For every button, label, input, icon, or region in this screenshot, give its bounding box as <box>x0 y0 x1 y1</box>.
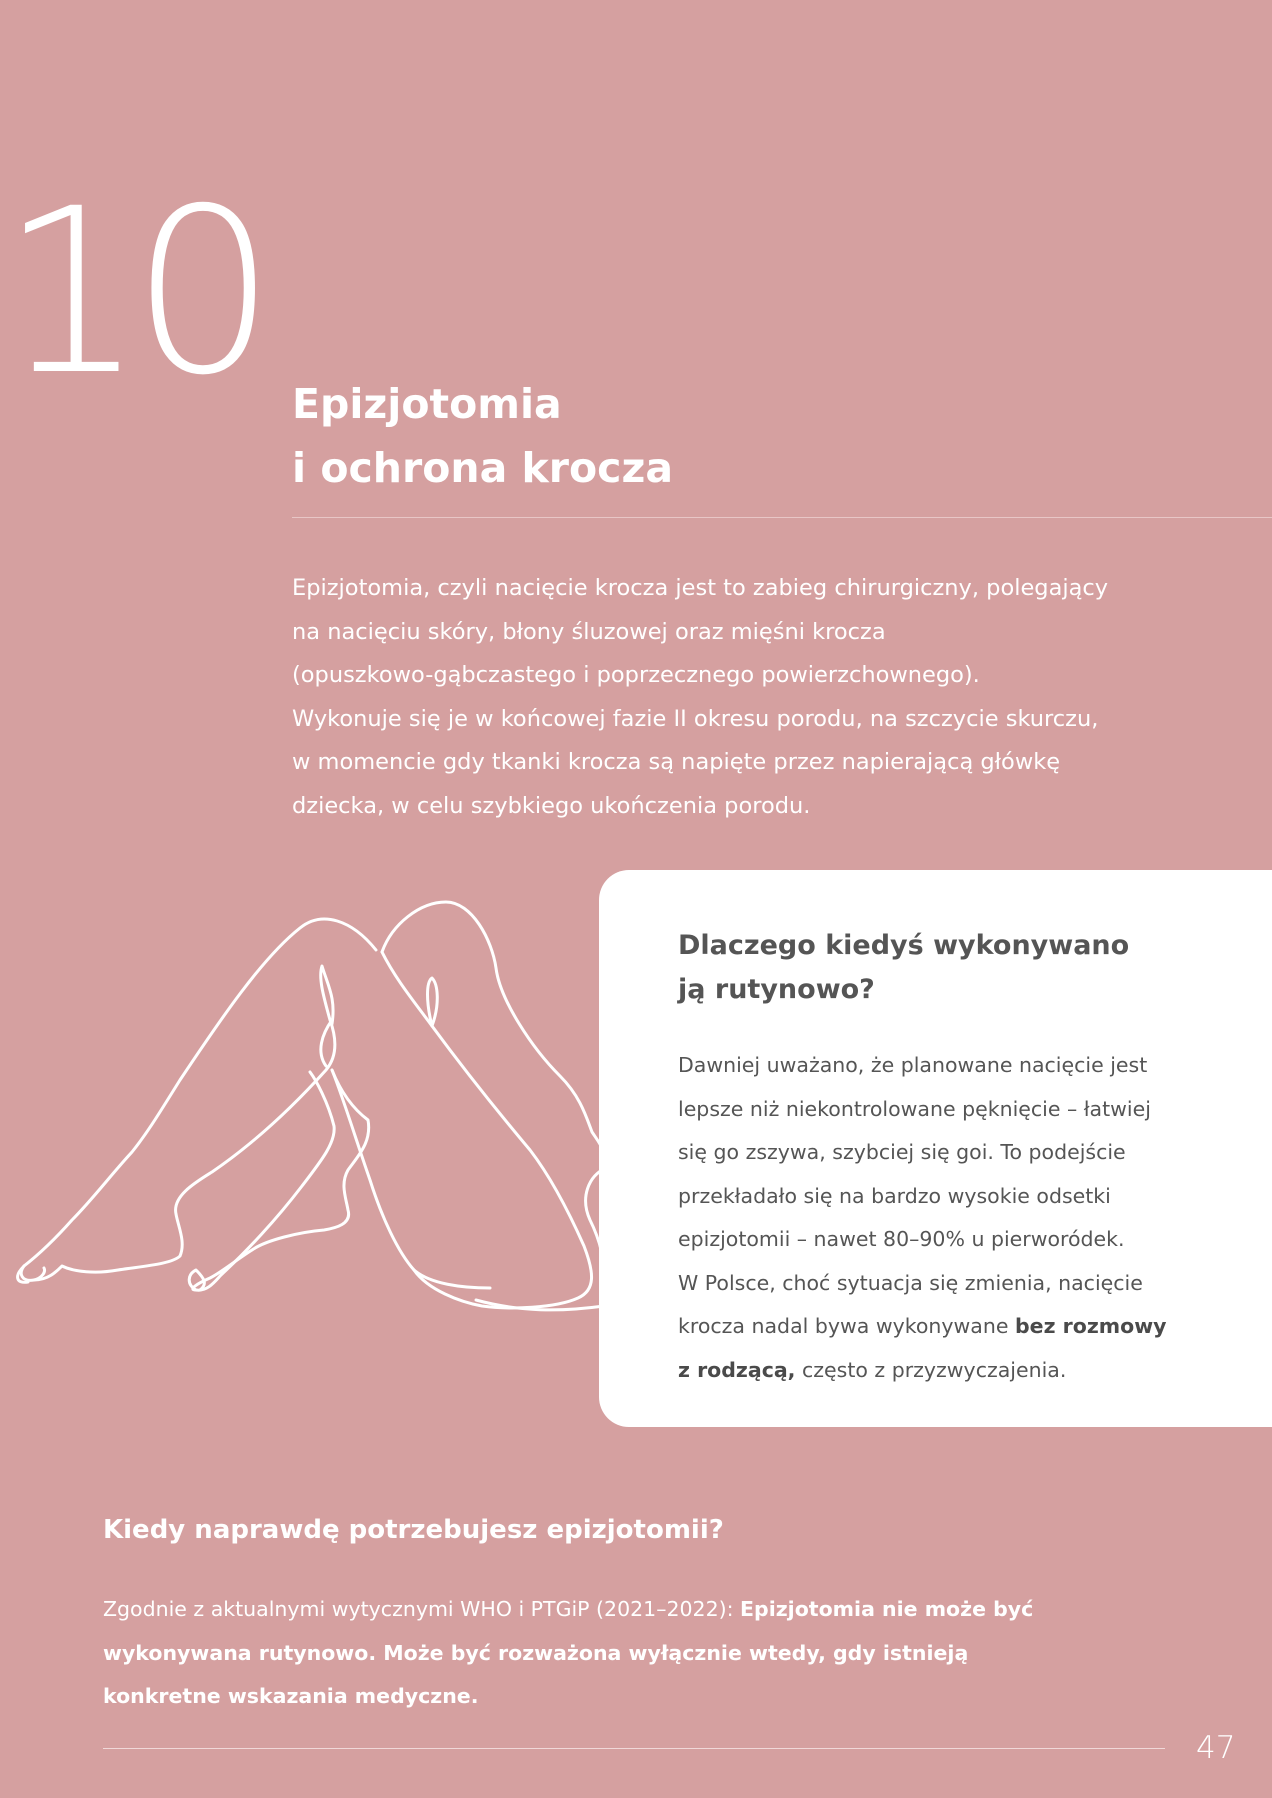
section-line <box>103 1588 1203 1632</box>
title-divider <box>292 517 1272 518</box>
card-title <box>678 924 1238 1012</box>
section-line-2-bold: wykonywana rutynowo. Może być rozważona wyłącznie wtedy, gdy istnieją <box>103 1640 969 1665</box>
intro-line: (opuszkowo-gąbczastego i poprzecznego powierzchownego). <box>292 662 980 688</box>
card-line-8-plain: często z przyzwyczajenia. <box>795 1357 1067 1382</box>
card-line-7-plain: krocza nadal bywa wykonywane <box>678 1314 1015 1338</box>
card-line: lepsze niż niekontrolowane pęknięcie – łatwiej <box>678 1096 1151 1121</box>
card-title-line-1: Dlaczego kiedyś wykonywano <box>678 930 1130 961</box>
card-title-line-2: ją rutynowo? <box>678 974 875 1005</box>
card-line-7-bold: bez rozmowy <box>1015 1314 1167 1338</box>
intro-line: dziecka, w celu szybkiego ukończenia porodu. <box>292 792 811 819</box>
card-body <box>678 1044 1258 1392</box>
chapter-title-line-2: i ochrona krocza <box>292 444 673 492</box>
section-body <box>103 1588 1203 1719</box>
footer-divider <box>103 1748 1165 1749</box>
page-number: 47 <box>1196 1730 1236 1766</box>
section-line-3-bold: konkretne wskazania medyczne. <box>103 1684 479 1708</box>
section-line <box>103 1675 1203 1719</box>
legs-line-art-icon <box>0 880 620 1380</box>
card-line: W Polsce, choć sytuacja się zmienia, nacięcie <box>678 1270 1143 1295</box>
card-line <box>678 1305 1258 1349</box>
intro-paragraph <box>292 567 1222 828</box>
card-line: się go zszywa, szybciej się goi. To podejście <box>678 1140 1126 1164</box>
section-line-1-bold: Epizjotomia nie może być <box>740 1597 1034 1621</box>
card-line-8-bold: z rodzącą, <box>678 1357 796 1382</box>
card-line: Dawniej uważano, że planowane nacięcie jest <box>678 1053 1148 1077</box>
chapter-title-line-1: Epizjotomia <box>292 380 562 428</box>
intro-line: Epizjotomia, czyli nacięcie krocza jest to zabieg chirurgiczny, polegający <box>292 575 1109 601</box>
card-line: epizjotomii – nawet 80–90% u pierworódek. <box>678 1227 1125 1251</box>
intro-line: w momencie gdy tkanki krocza są napięte przez napierającą główkę <box>292 749 1061 775</box>
section-line <box>103 1632 1203 1676</box>
chapter-number: 10 <box>0 159 263 425</box>
section-line-1-plain: Zgodnie z aktualnymi wytycznymi WHO i PTGiP (2021–2022): <box>103 1597 741 1621</box>
section-heading: Kiedy naprawdę potrzebujesz epizjotomii? <box>103 1515 724 1545</box>
intro-line: Wykonuje się je w końcowej fazie II okresu porodu, na szczycie skurczu, <box>292 705 1099 732</box>
card-line <box>678 1349 1258 1393</box>
intro-line: na nacięciu skóry, błony śluzowej oraz mięśni krocza <box>292 618 886 645</box>
card-line: przekładało się na bardzo wysokie odsetki <box>678 1183 1111 1208</box>
chapter-title <box>292 372 1192 500</box>
